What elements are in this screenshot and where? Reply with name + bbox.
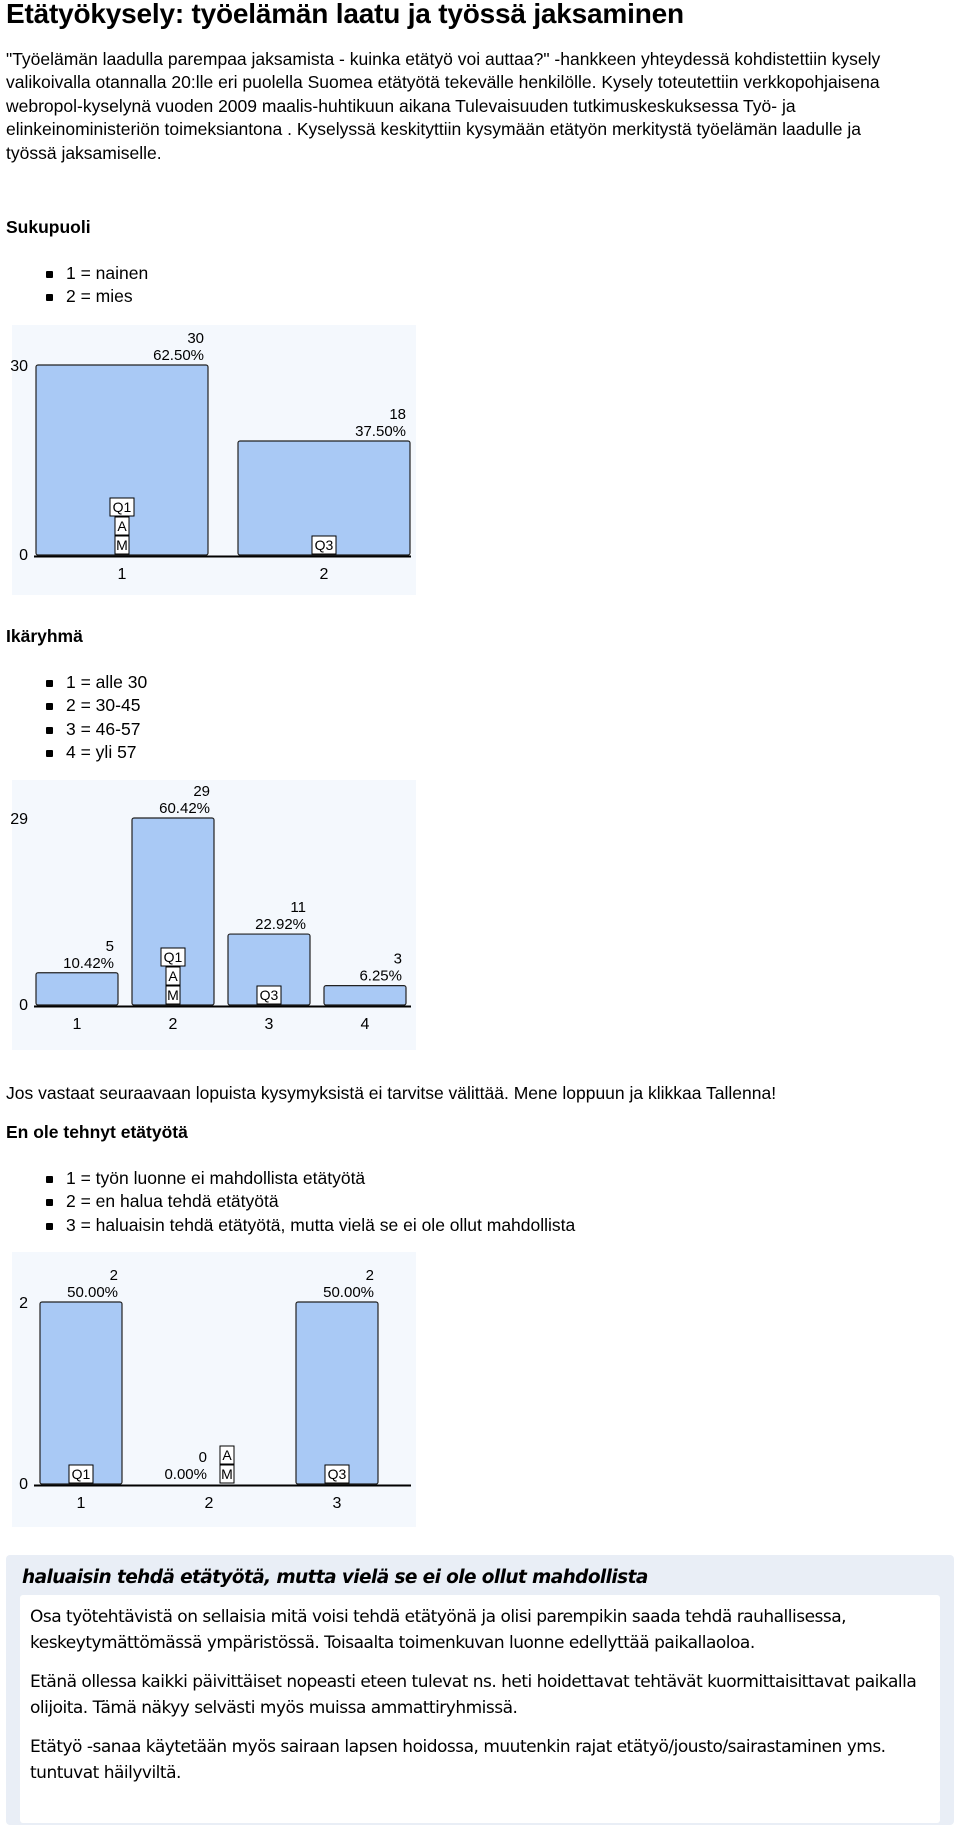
stat-marker-label: Q1 [112,499,132,515]
stat-marker-label: A [117,518,127,534]
x-tick-label: 1 [76,1495,86,1512]
comment-paragraph: Osa työtehtävistä on sellaisia mitä voisi tehdä etätyönä ja olisi parempikin saada tehdä rauhallisessa, keskeytymättömässä ympäristössä. Toisaalta toimenkuvan luonne edellyttää paikallaoloa. [30,1607,847,1653]
bar-value-label: 0 [198,1449,207,1466]
bar-value-label: 2 [109,1267,118,1284]
option-item: 3 = 46-57 [46,718,147,741]
bar-value-label: 3 [393,950,402,968]
bar-value-label: 5 [105,937,114,955]
bar-4 [324,986,406,1005]
page-title: Etätyökysely: työelämän laatu ja työssä jaksaminen [6,0,684,29]
comment-paragraph: Etätyö -sanaa käytetään myös sairaan lapsen hoidossa, muutenkin rajat etätyö/jousto/sairastaminen yms. tuntuvat häilyviltä. [30,1737,886,1783]
bar-value-label: 11 [290,899,306,917]
y-tick-label: 30 [10,358,28,375]
bar-1 [40,1302,122,1484]
x-tick-label: 2 [168,1016,178,1033]
stat-marker-label: Q1 [163,949,183,965]
question-heading-en-ole-tehnyt: En ole tehnyt etätyötä [6,1122,188,1142]
bar-value-label: 30 [187,330,204,347]
bar-chart [6,325,416,595]
comment-title: haluaisin tehdä etätyötä, mutta vielä se ei ole ollut mahdollista [22,1567,648,1588]
bar-percent-label: 6.25% [359,967,402,985]
stat-marker-label: Q3 [314,537,334,553]
option-item: 2 = 30-45 [46,694,147,717]
options-list-sukupuoli [46,262,148,309]
stat-marker-label: A [168,968,178,984]
stat-marker-label: A [222,1447,232,1463]
bar-percent-label: 50.00% [323,1284,374,1301]
question-heading-ikaryhma: Ikäryhmä [6,626,83,646]
option-item: 2 = en halua tehdä etätyötä [46,1190,575,1213]
options-list-ikaryhma [46,671,147,765]
option-item: 1 = nainen [46,262,148,285]
stat-marker-label: M [221,1466,233,1482]
bar-percent-label: 0.00% [164,1466,207,1483]
option-item: 1 = alle 30 [46,671,147,694]
bar-percent-label: 37.50% [355,423,406,440]
x-tick-label: 1 [117,566,127,583]
x-tick-label: 2 [204,1495,214,1512]
options-list-en-ole-tehnyt [46,1167,575,1237]
bar-chart [6,1252,416,1527]
x-tick-label: 4 [360,1016,370,1033]
stat-marker-label: Q1 [71,1466,91,1482]
x-tick-label: 1 [72,1016,82,1033]
stat-marker-label: Q3 [327,1466,347,1482]
intro-text: "Työelämän laadulla parempaa jaksamista - kuinka etätyö voi auttaa?" -hankkeen yhteydessä kohdistettiin kysely valikoivalla otannalla 20:lle eri puolella Suomea etätyötä tekevälle henkilölle. Kysely toteutettiin verkkopohjaisena webropol-kyselynä vuoden 2009 maalis-huhtikuun aikana Tulevaisuuden tutkimuskeskuksessa Työ- ja elinkeinoministeriön toimeksiantona . Kyselyssä keskityttiin kysymään etätyön merkitystä työelämän laadulle ja työssä jaksamiselle. [6,49,881,163]
comment-body [20,1595,940,1823]
chart-en-ole-tehnyt [6,1252,416,1527]
x-tick-label: 2 [319,566,329,583]
bar-chart [6,780,416,1050]
bar-3 [296,1302,378,1484]
bar-percent-label: 50.00% [67,1284,118,1301]
option-item: 1 = työn luonne ei mahdollista etätyötä [46,1167,575,1190]
bar-percent-label: 22.92% [255,916,306,934]
option-item: 2 = mies [46,285,148,308]
x-tick-label: 3 [264,1016,274,1033]
stat-marker-label: Q3 [259,987,279,1003]
y-tick-label: 29 [10,811,28,828]
option-item: 4 = yli 57 [46,741,147,764]
y-tick-label: 0 [19,997,28,1014]
option-item: 3 = haluaisin tehdä etätyötä, mutta vielä se ei ole ollut mahdollista [46,1214,575,1237]
chart-sukupuoli [6,325,416,595]
question-heading-sukupuoli: Sukupuoli [6,217,91,237]
chart-ikaryhma [6,780,416,1050]
comment-box [6,1555,954,1825]
bar-value-label: 2 [365,1267,374,1284]
y-tick-label: 2 [19,1295,28,1312]
bar-percent-label: 60.42% [159,800,210,817]
y-tick-label: 0 [19,1476,28,1493]
bar-percent-label: 10.42% [63,954,114,972]
y-tick-label: 0 [19,547,28,564]
x-tick-label: 3 [332,1495,342,1512]
bar-percent-label: 62.50% [153,347,204,364]
comment-paragraph: Etänä ollessa kaikki päivittäiset nopeasti eteen tulevat ns. heti hoidettavat tehtävät kuormittaisittavat paikalla olijoita. Tämä näkyy selvästi myös muissa ammattiryhmissä. [30,1672,917,1718]
instruction-note: Jos vastaat seuraavaan lopuista kysymyksistä ei tarvitse välittää. Mene loppuun ja klikkaa Tallenna! [6,1083,777,1103]
stat-marker-label: M [116,537,128,553]
stat-marker-label: M [167,987,179,1003]
bar-value-label: 18 [389,406,406,423]
bar-value-label: 29 [193,783,210,800]
bar-1 [36,973,118,1005]
